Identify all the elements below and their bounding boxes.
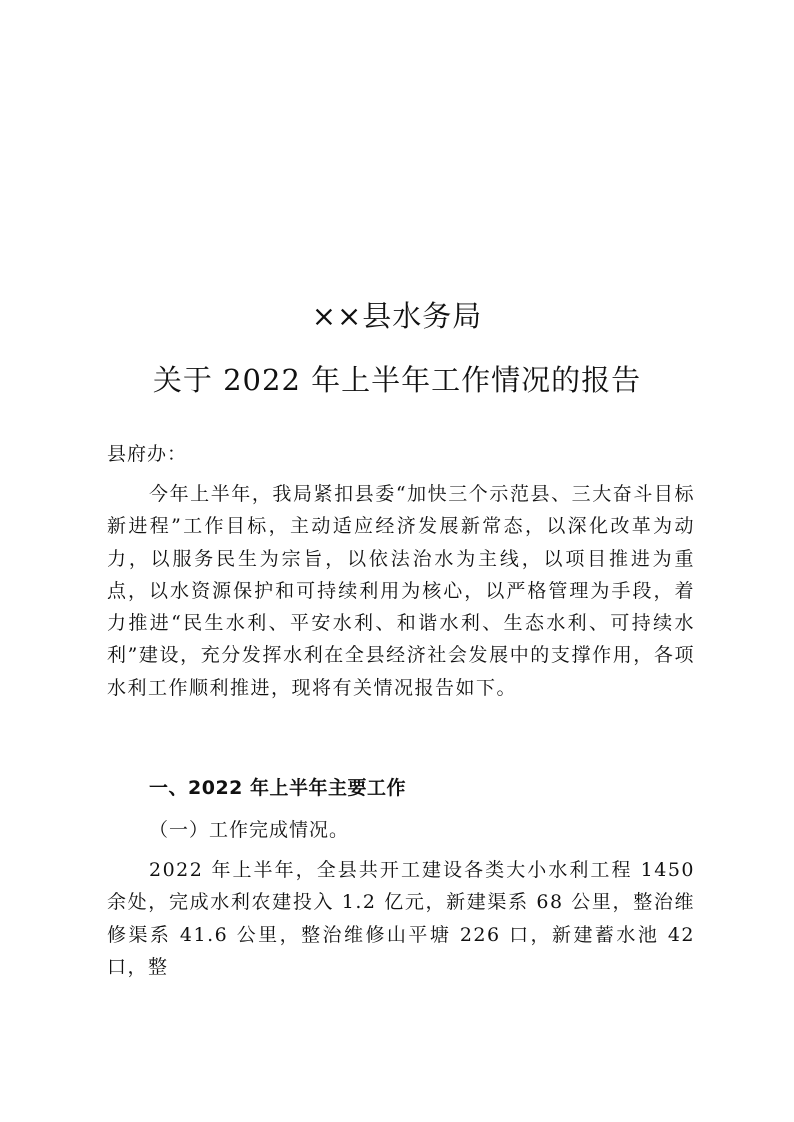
salutation: 县府办： bbox=[107, 443, 188, 465]
document-title-line2: 关于 2022 年上半年工作情况的报告 bbox=[152, 363, 642, 397]
section-heading-1: 一、2022 年上半年主要工作 bbox=[149, 777, 406, 799]
body-paragraph-work-completion: 2022 年上半年，全县共开工建设各类大小水利工程 1450 余处，完成水利农建投入 1.2 亿元，新建渠系 68 公里，整治维修渠系 41.6 公里，整治维修山平塘 226 口，新建蓄水池 42 口，整 bbox=[107, 859, 695, 978]
subsection-heading-1: （一）工作完成情况。 bbox=[149, 819, 350, 841]
body-paragraph-intro: 今年上半年，我局紧扣县委“加快三个示范县、三大奋斗目标新进程”工作目标，主动适应经济发展新常态，以深化改革为动力，以服务民生为宗旨，以依法治水为主线，以项目推进为重 点，以水资源保护和可持续利用为核心，以严格管理为手段，着 力推进“民生水利、平安水利、和谐水利、生态水利、可持续水利”建设，充分发挥水利在全县经济社会发展中的支撑作用，各项水利工作顺利推进，现将有关情况报告如下。 bbox=[107, 483, 695, 699]
document-title-line1: ××县水务局 bbox=[311, 299, 483, 333]
